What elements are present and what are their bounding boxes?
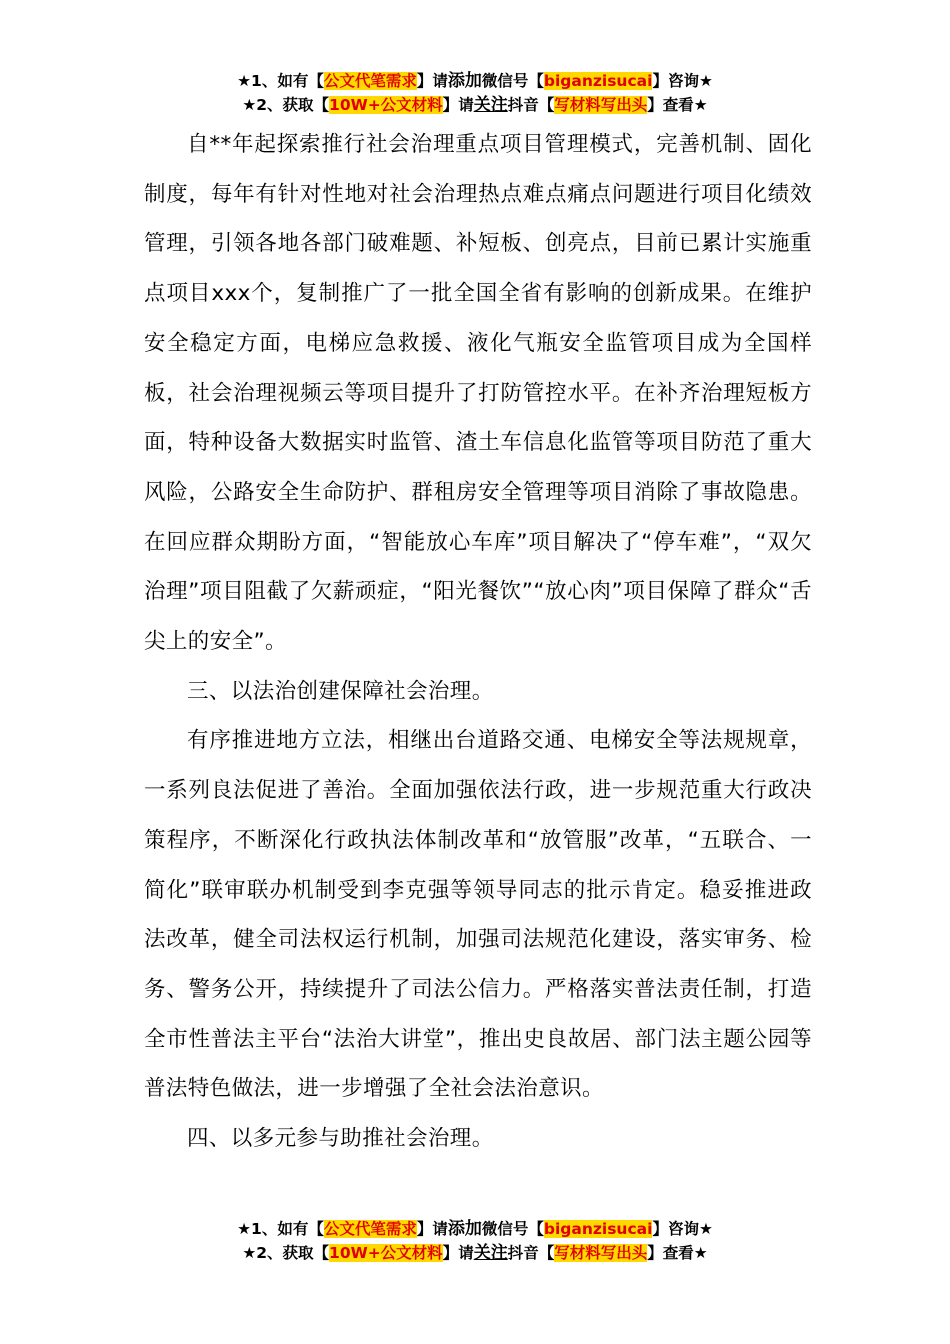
- body-paragraph: 有序推进地方立法，相继出台道路交通、电梯安全等法规规章，一系列良法促进了善治。全面加强依法行政，进一步规范重大行政决策程序，不断深化行政执法体制改革和“放管服”改革，“五联合、一简化”联审联办机制受到李克强等领导同志的批示肯定。稳妥推进政法改革，健全司法权运行机制，加强司法规范化建设，落实审务、检务、警务公开，持续提升了司法公信力。严格落实普法责任制，打造全市性普法主平台“法治大讲堂”，推出史良故居、部门法主题公园等普法特色做法，进一步增强了全社会法治意识。: [144, 728, 812, 1102]
- header-banner: [0, 70, 950, 118]
- section-heading: 三、以法治创建保障社会治理。: [187, 678, 494, 704]
- banner-line-2: ★2、获取【10W+公文材料】请关注抖音【写材料写出头】查看★: [242, 95, 708, 115]
- service-highlight: 公文代笔需求: [323, 1220, 417, 1238]
- body-paragraph: 自**年起探索推行社会治理重点项目管理模式，完善机制、固化制度，每年有针对性地对社会治理热点难点痛点问题进行项目化绩效管理，引领各地各部门破难题、补短板、创亮点，目前已累计实施重点项目xxx个，复制推广了一批全国全省有影响的创新成果。在维护安全稳定方面，电梯应急救援、液化气瓶安全监管项目成为全国样板，社会治理视频云等项目提升了打防管控水平。在补齐治理短板方面，特种设备大数据实时监管、渣土车信息化监管等项目防范了重大风险，公路安全生命防护、群租房安全管理等项目消除了事故隐患。在回应群众期盼方面，“智能放心车库”项目解决了“停车难”，“双欠治理”项目阻截了欠薪顽症，“阳光餐饮”“放心肉”项目保障了群众“舌尖上的安全”。: [144, 132, 812, 655]
- douyin-id-highlight: 写材料写出头: [554, 96, 648, 114]
- section-heading: 四、以多元参与助推社会治理。: [187, 1126, 494, 1152]
- materials-highlight: 10W+公文材料: [329, 1244, 443, 1262]
- service-highlight: 公文代笔需求: [323, 72, 417, 90]
- materials-highlight: 10W+公文材料: [329, 96, 443, 114]
- banner-line-1: ★1、如有【公文代笔需求】请添加微信号【biganzisucai】咨询★: [237, 1219, 713, 1239]
- douyin-id-highlight: 写材料写出头: [554, 1244, 648, 1262]
- footer-banner: [0, 1218, 950, 1266]
- wechat-id-highlight: biganzisucai: [543, 1220, 653, 1238]
- wechat-id-highlight: biganzisucai: [543, 72, 653, 90]
- banner-line-2: ★2、获取【10W+公文材料】请关注抖音【写材料写出头】查看★: [242, 1243, 708, 1263]
- document-body: [144, 120, 812, 1164]
- banner-line-1: ★1、如有【公文代笔需求】请添加微信号【biganzisucai】咨询★: [237, 71, 713, 91]
